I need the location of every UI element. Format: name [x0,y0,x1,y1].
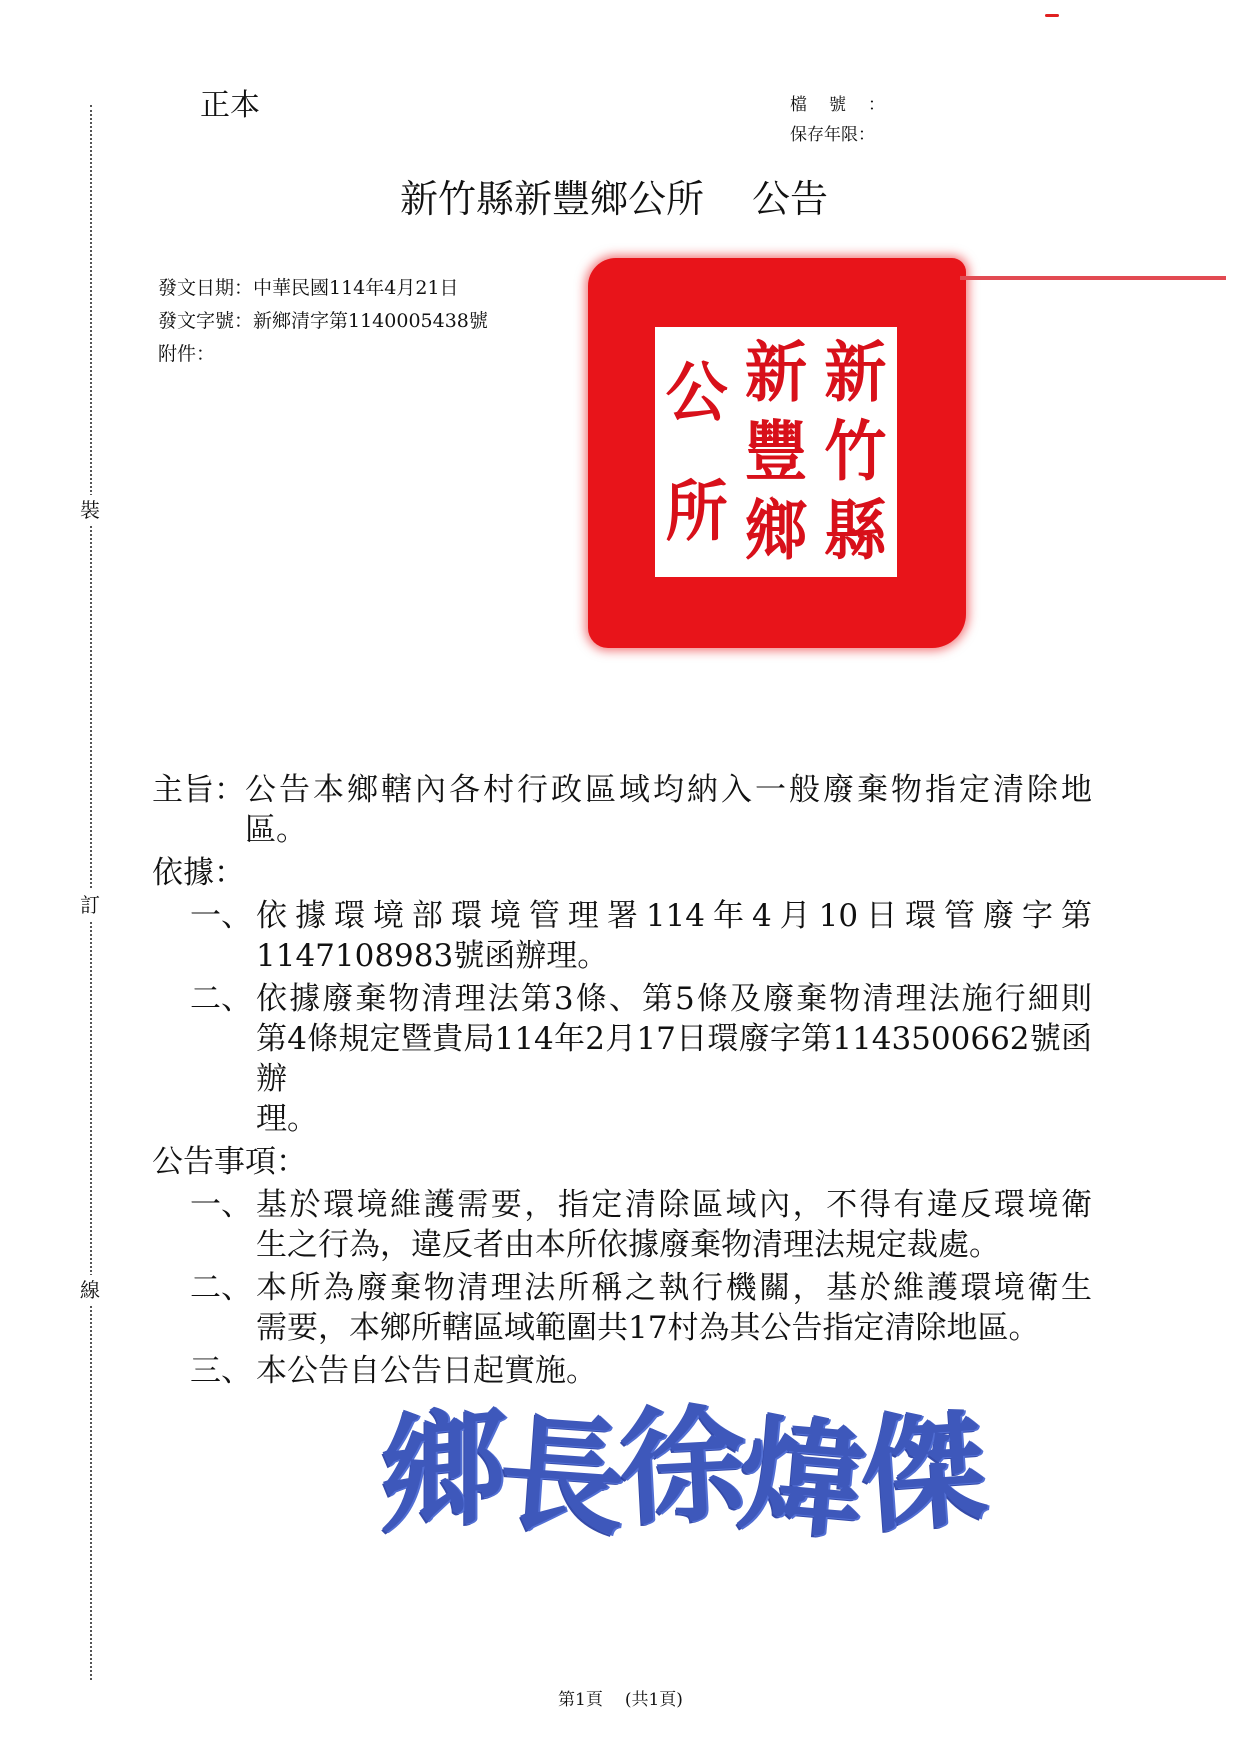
announcement-item-content [256,1185,1092,1265]
page-total: (共1頁) [624,1690,683,1710]
signature-char: 煒 [733,1398,872,1558]
announcement-item [190,1185,1092,1265]
seal-column [666,333,728,571]
basis-item [190,896,1092,976]
subject-label: 主旨： [152,772,245,808]
binding-char-zhuang: 裝 [77,495,103,525]
seal-char: 公 [665,353,728,431]
basis-line: 依據環境部環境管理署114年4月10日環管廢字第 [256,898,1092,934]
seal-char: 新 [824,333,887,411]
basis-item-content [256,979,1092,1139]
announcement-line: 本公告自公告日起實施。 [256,1353,597,1389]
announcement-line: 生之行為，違反者由本所依據廢棄物清理法規定裁處。 [256,1227,1000,1263]
copy-label: 正本 [200,88,260,123]
announcement-heading: 公告事項： [152,1144,307,1180]
mayor-signature [380,1380,992,1560]
basis-line: 理。 [256,1101,318,1137]
announcement-item-content [256,1268,1092,1348]
basis-line: 1147108983號函辦理。 [256,938,609,974]
announcement-line: 本所為廢棄物清理法所稱之執行機關，基於維護環境衛生 [256,1270,1092,1306]
announcement-item-label: 二、 [190,1270,252,1306]
agency-name: 新竹縣新豐鄉公所 [400,177,705,221]
announcement-line: 基於環境維護需要，指定清除區域內，不得有違反環境衛 [256,1187,1092,1223]
doc-type: 公告 [752,177,829,221]
seal-char: 鄉 [744,492,807,570]
seal-char: 豐 [744,413,807,490]
subject-line: 區。 [245,812,307,848]
seal-column [824,333,886,571]
red-mark [1045,14,1059,17]
subject-content [245,770,1092,850]
file-no-label: 檔號： [790,95,907,115]
seal-column [745,333,807,571]
signature-char: 鄉 [380,1389,506,1551]
basis-line: 第4條規定暨貴局114年2月17日環廢字第1143500662號函辦 [256,1021,1092,1097]
document-title [400,168,828,223]
document-body [152,770,1092,1391]
seal-char: 縣 [824,492,887,570]
basis-item-label: 二、 [190,981,252,1017]
subject-section [152,770,1092,850]
binding-char-ding: 訂 [77,890,103,920]
subject-line: 公告本鄉轄內各村行政區域均納入一般廢棄物指定清除地 [245,772,1092,808]
signature-char: 長 [494,1397,631,1555]
seal-char: 所 [665,472,728,550]
basis-heading: 依據： [152,855,245,891]
page-current: 第1頁 [558,1690,603,1710]
announcement-line: 需要，本鄉所轄區域範圍共17村為其公告指定清除地區。 [256,1310,1040,1346]
retention-label: 保存年限： [790,125,875,145]
basis-item-content [256,896,1092,976]
seal-char: 新 [744,333,807,411]
basis-item [190,979,1092,1139]
file-meta [790,90,907,150]
issue-date: 發文日期：中華民國114年4月21日 [158,277,459,299]
issue-number: 發文字號：新鄉清字第1140005438號 [158,310,488,332]
basis-item-label: 一、 [190,898,252,934]
seal-char: 竹 [824,413,887,490]
basis-line: 依據廢棄物清理法第3條、第5條及廢棄物清理法施行細則 [256,981,1092,1017]
attachment: 附件： [158,343,216,365]
announcement-item-label: 一、 [190,1187,252,1223]
page-number [0,1685,1241,1710]
issue-info [158,272,488,371]
seal-stamp-line [960,276,1226,280]
announcement-item-label: 三、 [190,1353,252,1389]
signature-char: 徐 [616,1388,750,1544]
signature-char: 傑 [855,1393,992,1551]
seal-text-frame [650,322,902,582]
announcement-item [190,1268,1092,1348]
binding-char-xian: 線 [77,1275,103,1305]
official-seal [588,258,966,648]
